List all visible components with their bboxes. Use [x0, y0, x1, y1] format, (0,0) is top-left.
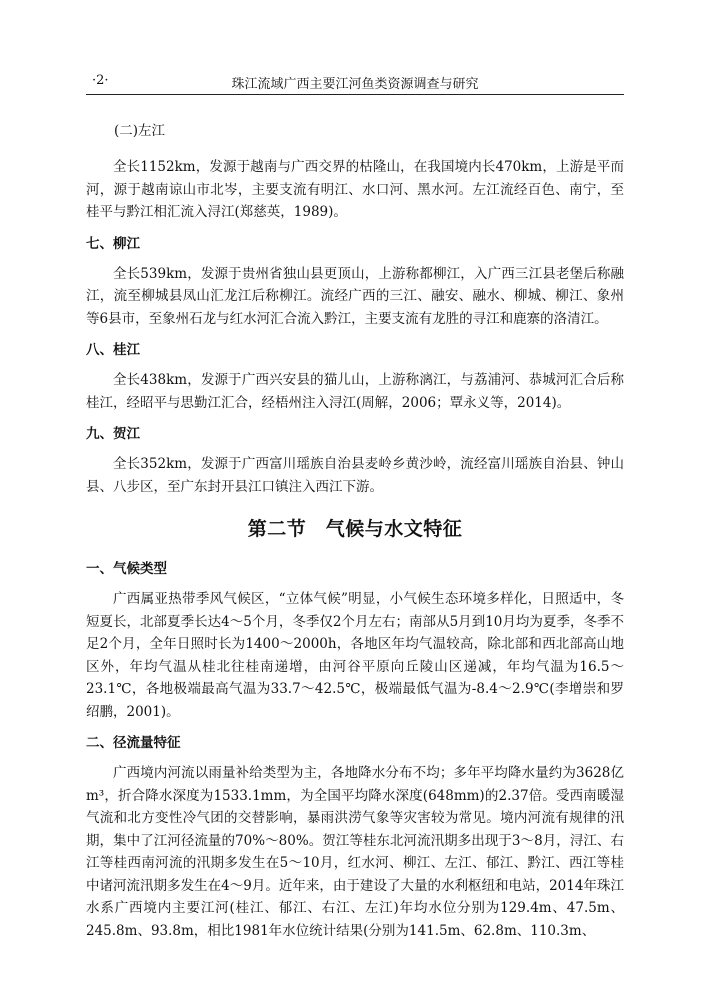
- paragraph-guijiang: 全长438km，发源于广西兴安县的猫儿山，上游称漓江，与荔浦河、恭城河汇合后称桂江，经昭平与思勤江汇合，经梧州注入浔江(周解，2006；覃永义等，2014)。: [86, 372, 624, 411]
- paragraph-climate: 广西属亚热带季风气候区，“立体气候”明显，小气候生态环境多样化，日照适中，冬短夏长，北部夏季长达4～5个月，冬季仅2个月左右；南部从5月到10月均为夏季，冬季不足2个月，全年日照时长为1400～2000h，各地区年均气温较高，除北部和西北部高山地区外，年均气温从桂北往桂南递增，由河谷平原向丘陵山区递减，年均气温为16.5～23.1℃，各地极端最高气温为33.7～42.5℃，极端最低气温为-8.4～2.9℃(李增崇和罗绍鹏，2001)。: [86, 591, 624, 720]
- paragraph-zuojiang: 全长1152km，发源于越南与广西交界的枯隆山，在我国境内长470km，上游是平而河，源于越南谅山市北岑，主要支流有明江、水口河、黑水河。左江流经百色、南宁，至桂平与黔江相汇流入浔江(郑慈英，1989)。: [86, 159, 624, 220]
- page-header: [86, 70, 624, 95]
- paragraph-runoff: 广西境内河流以雨量补给类型为主，各地降水分布不均；多年平均降水量约为3628亿m³，折合降水深度为1533.1mm，为全国平均降水深度(648mm)的2.37倍。受西南暖湿气流和北方变性冷气团的交替影响，暴雨洪涝气象等灾害较为常见。境内河流有规律的汛期，集中了江河径流量的70%～80%。贺江等桂东北河流汛期多出现于3～8月，浔江、右江等桂西南河流的汛期多发生在5～10月，红水河、柳江、左江、郁江、黔江、西江等桂中诸河流汛期多发生在4～9月。近年来，由于建设了大量的水利枢纽和电站，2014年珠江水系广西境内主要江河(桂江、郁江、右江、左江)年均水位分别为129.4m、47.5m、245.8m、93.8m，相比1981年水位统计结果(分别为141.5m、62.8m、110.3m、: [86, 765, 624, 939]
- paragraph-hejiang: 全长352km，发源于广西富川瑶族自治县麦岭乡黄沙岭，流经富川瑶族自治县、钟山县、八步区，至广东封开县江口镇注入西江下游。: [86, 456, 624, 495]
- page-number: ·2·: [92, 73, 109, 88]
- section-heading-hejiang: 九、贺江: [86, 426, 140, 442]
- page-body: [86, 120, 624, 951]
- section-heading-guijiang: 八、桂江: [86, 342, 140, 358]
- chapter-title: 第二节 气候与水文特征: [247, 518, 463, 540]
- section-heading-runoff: 二、径流量特征: [86, 735, 181, 751]
- section-heading-liujiang: 七、柳江: [86, 235, 140, 252]
- paragraph-liujiang: 全长539km，发源于贵州省独山县更顶山，上游称都柳江，入广西三江县老堡后称融江，流至柳城县凤山汇龙江后称柳江。流经广西的三江、融安、融水、柳城、柳江、象州等6县市，至象州石龙与红水河汇合流入黔江，主要支流有龙胜的寻江和鹿寨的洛清江。: [86, 265, 624, 327]
- section-heading-climate: 一、气候类型: [86, 561, 167, 577]
- subsection-heading-zuojiang: (二)左江: [114, 123, 166, 139]
- running-title: 珠江流域广西主要江河鱼类资源调查与研究: [231, 77, 479, 92]
